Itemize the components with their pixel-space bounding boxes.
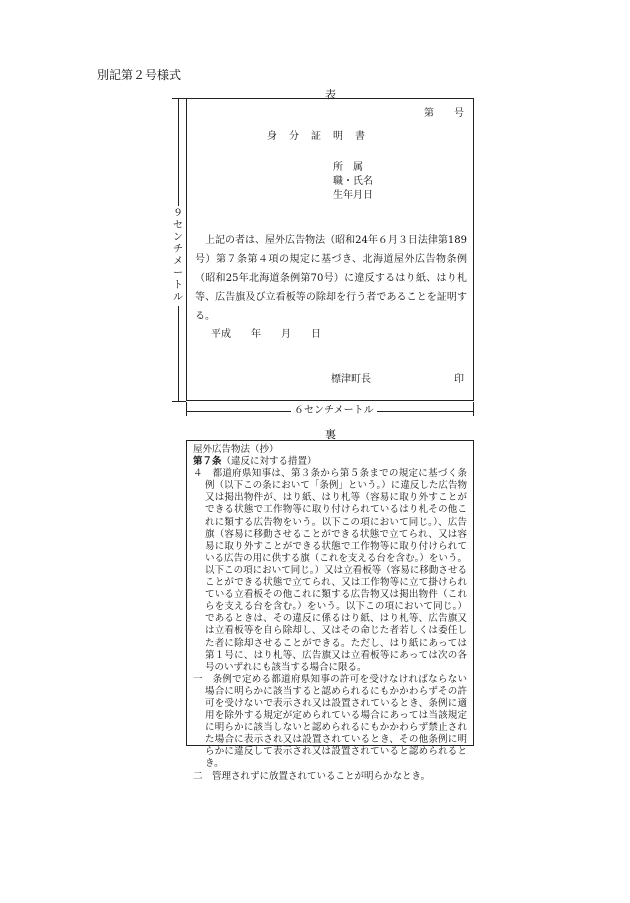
article-paragraph: ４ 都道府県知事は、第３条から第５条までの規定に基づく条例（以下この条において「条例」という。）に違反した広告物又は掲出物件が、はり紙、はり札等（容易に取り外すことができる状態で工作物等に取り付けられているはり札その他これに類する広告物をいう。以下この項において同じ。）、広告旗（容易に移動させることができる状態で立てられ、又は容易に取り外すことができる状態で工作物等に取り付けられている広告の用に供する旗（これを支える台を含む。）をいう。以下この項において同じ。）又は立看板等（容易に移動させることができる状態で立てられ、又は工作物等に立て掛けられている立看板その他これに類する広告物又は掲出物件（これらを支える台を含む。）をいう。以下この項において同じ。）であるときは、その違反に係るはり紙、はり札等、広告旗又は立看板等を自ら除却し、又はその命じた者若しくは委任した者に除却させることができる。ただし、はり紙にあっては第１号に、はり札等、広告旗又は立看板等にあっては次の各号のいずれにも該当する場合に限る。 — [193, 468, 467, 673]
front-card — [186, 98, 474, 401]
law-title: 屋外広告物法（抄） — [193, 444, 279, 455]
front-side-label: 表 — [325, 88, 336, 101]
article-caption: （違反に対する措置） — [221, 456, 317, 468]
article-heading — [193, 456, 467, 468]
field-affiliation: 所 属 — [333, 162, 363, 173]
article-item-1: 一 条例で定める都道府県知事の許可を受けなければならない場合に明らかに該当すると認められるにもかかわらずその許可を受けないで表示され又は設置されているとき、条例に適用を除外する規定が定められている場合にあっては当該規定に明らかに該当しないと認められるにもかかわらず禁止された場合に表示され又は設置されているとき、その他条例に明らかに違反して表示され又は設置されていると認められるとき。 — [193, 673, 467, 770]
back-card — [186, 440, 474, 782]
width-dimension-tick-left — [186, 402, 187, 416]
back-side-label: 裏 — [325, 428, 336, 441]
issue-date: 平成 年 月 日 — [211, 329, 321, 340]
issuer-name: 標津町長 — [331, 374, 371, 385]
width-dimension-tick-right — [473, 402, 474, 416]
height-dimension-label: ９センチメートル — [171, 206, 185, 306]
certificate-body: 上記の者は、屋外広告物法（昭和24年６月３日法律第189号）第７条第４項の規定に基づき、北海道屋外広告物条例（昭和25年北海道条例第70号）に違反するはり紙、はり札等、広告旗及び立看板等の除却を行う者であることを証明する。 — [195, 235, 467, 322]
certificate-number-label: 第 号 — [424, 108, 464, 119]
height-dimension-tick-bottom — [172, 401, 186, 402]
width-dimension-label: ６センチメートル — [291, 404, 377, 418]
article-item-2: 二 管理されずに放置されていることが明らかなとき。 — [193, 770, 431, 782]
form-title: 別記第２号様式 — [97, 68, 182, 82]
field-title-name: 職・氏名 — [333, 176, 373, 187]
article-number: 第７条 — [193, 456, 222, 468]
height-dimension-tick-top — [172, 98, 186, 99]
certificate-heading: 身 分 証 明 書 — [267, 131, 366, 142]
seal-mark: 印 — [454, 374, 464, 385]
field-birthdate: 生年月日 — [333, 190, 373, 201]
